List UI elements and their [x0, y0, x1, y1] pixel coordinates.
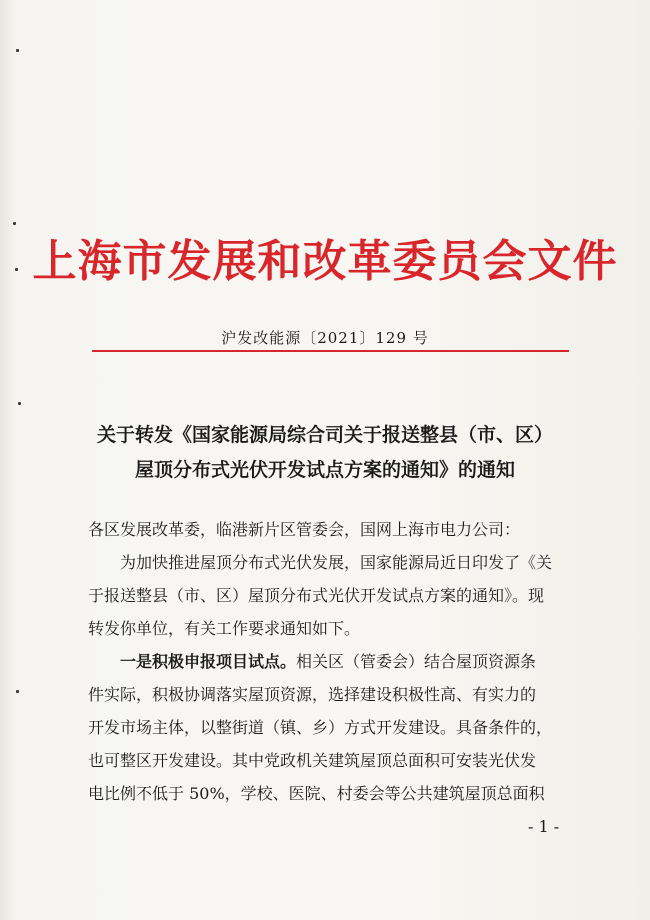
paragraph-1-line: 转发你单位，有关工作要求通知如下。: [88, 619, 361, 638]
scan-speck: [18, 402, 21, 405]
paragraph-2-line: 件实际，积极协调落实屋顶资源，选择建设积极性高、有实力的: [88, 685, 537, 704]
paragraph-2-line: 开发市场主体，以整街道（镇、乡）方式开发建设。具备条件的，: [88, 718, 553, 737]
document-number: 沪发改能源〔2021〕129 号: [221, 329, 429, 347]
paragraph-1-line: 为加快推进屋顶分布式光伏发展，国家能源局近日印发了《关: [120, 553, 553, 572]
header-red-rule: [92, 350, 569, 352]
scan-speck: [16, 49, 19, 52]
subject-line-2: 屋顶分布式光伏开发试点方案的通知》的通知: [134, 459, 515, 481]
addressee-line: 各区发展改革委，临港新片区管委会，国网上海市电力公司：: [88, 520, 521, 539]
paragraph-2-line: 电比例不低于 50%，学校、医院、村委会等公共建筑屋顶总面积: [88, 784, 545, 803]
page-number: - 1 -: [528, 817, 560, 836]
paragraph-2-first-rest: 相关区（管委会）结合屋顶资源条: [296, 652, 537, 671]
paragraph-1-line: 于报送整县（市、区）屋顶分布式光伏开发试点方案的通知》。现: [88, 586, 545, 605]
document-header-title: 上海市发展和改革委员会文件: [32, 236, 618, 287]
document-body: [88, 513, 574, 810]
paragraph-2-line: 也可整区开发建设。其中党政机关建筑屋顶总面积可安装光伏发: [88, 751, 537, 770]
paragraph-2-first-line: [88, 645, 574, 678]
paragraph-2-lead: 一是积极申报项目试点。: [120, 652, 297, 671]
subject-line-1: 关于转发《国家能源局综合司关于报送整县（市、区）: [96, 424, 553, 446]
scan-speck: [16, 690, 19, 693]
document-subject: [70, 418, 580, 488]
